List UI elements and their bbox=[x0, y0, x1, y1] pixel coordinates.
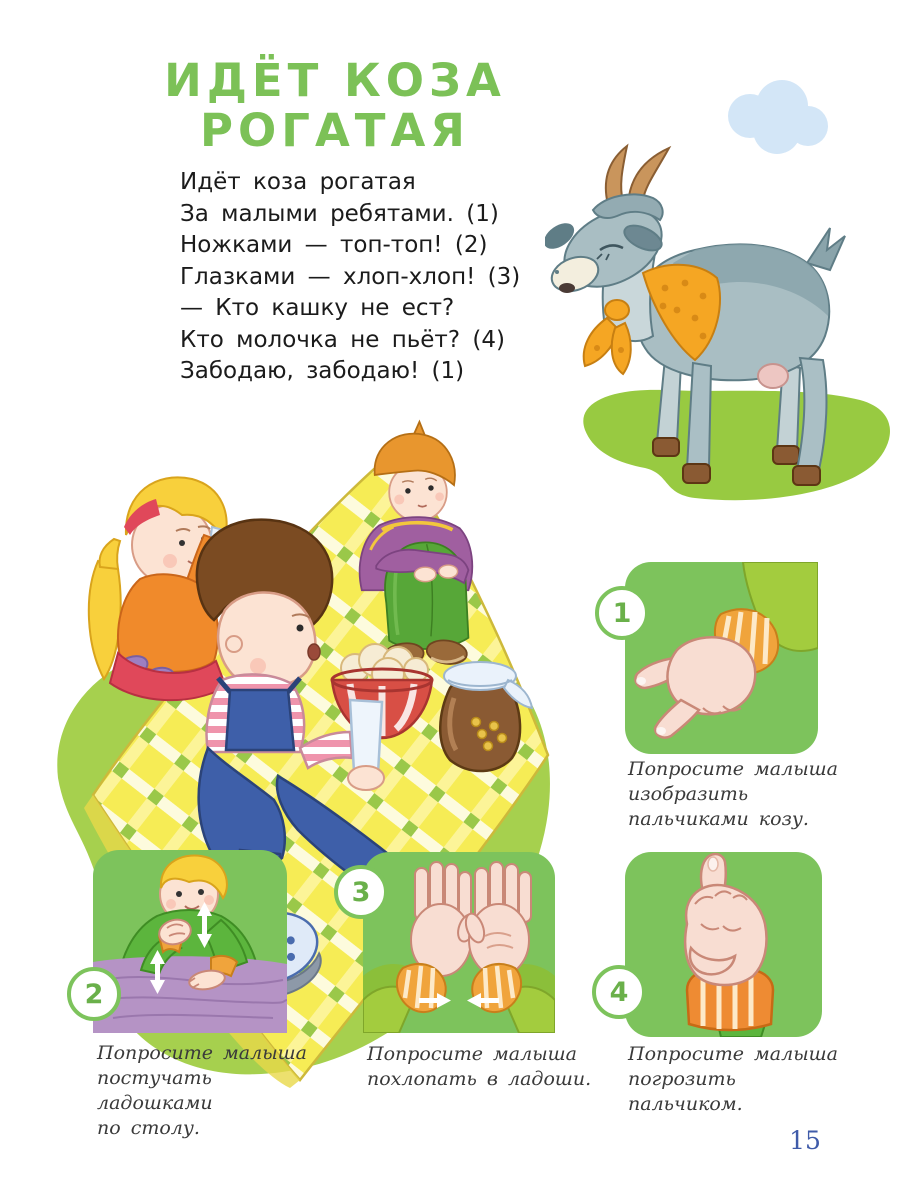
caption-line: Попросите малыша bbox=[628, 758, 839, 780]
poem-line: Глазками — хлоп-хлоп! (3) bbox=[180, 263, 521, 290]
step-number: 1 bbox=[612, 597, 632, 629]
step-caption-3 bbox=[367, 1042, 597, 1092]
page-title-line2: РОГАТАЯ bbox=[200, 104, 470, 157]
milk-glass bbox=[350, 700, 382, 774]
table-surface bbox=[93, 956, 287, 1033]
page-title-line1: ИДЁТ КОЗА bbox=[164, 54, 506, 107]
poem-line: Ножками — топ-топ! (2) bbox=[180, 232, 488, 258]
poem-line: Забодаю, забодаю! (1) bbox=[180, 358, 465, 384]
caption-line: постучать ладошками bbox=[97, 1067, 213, 1114]
page-title bbox=[135, 56, 535, 156]
step-badge-4 bbox=[592, 965, 646, 1019]
caption-line: изобразить bbox=[628, 783, 749, 805]
instruction-panel-4 bbox=[609, 852, 822, 1037]
step-caption-4 bbox=[628, 1042, 858, 1117]
caption-line: Попросите малыша bbox=[97, 1042, 308, 1064]
instruction-panel-1 bbox=[612, 562, 818, 754]
goat-fingers-gesture-icon bbox=[625, 562, 818, 754]
poem-line: Идёт коза рогатая bbox=[180, 169, 416, 195]
step-badge-1 bbox=[595, 586, 649, 640]
caption-line: похлопать в ладоши. bbox=[367, 1068, 592, 1090]
cloud-icon bbox=[728, 80, 828, 154]
clapping-hands-icon bbox=[363, 852, 555, 1033]
caption-line: Попросите малыша bbox=[367, 1043, 578, 1065]
step-caption-1 bbox=[628, 757, 858, 832]
instruction-panel-3 bbox=[351, 852, 555, 1033]
step-number: 4 bbox=[609, 976, 629, 1008]
poem bbox=[180, 167, 580, 388]
goat-illustration bbox=[545, 78, 900, 510]
poem-line: Кто молочка не пьёт? (4) bbox=[180, 326, 505, 353]
instruction-panel-2 bbox=[84, 850, 287, 1033]
palms-tapping-table-icon bbox=[93, 850, 287, 1033]
overalls-bib bbox=[226, 690, 294, 750]
step-number: 3 bbox=[351, 876, 371, 908]
step-caption-2 bbox=[97, 1041, 327, 1141]
wagging-finger-icon bbox=[625, 852, 822, 1037]
poem-line: За малыми ребятами. (1) bbox=[180, 200, 499, 227]
caption-line: по столу. bbox=[97, 1117, 200, 1139]
step-badge-2 bbox=[67, 967, 121, 1021]
poem-line: — Кто кашку не ест? bbox=[180, 295, 455, 321]
step-number: 2 bbox=[84, 978, 104, 1010]
step-badge-3 bbox=[334, 865, 388, 919]
caption-line: погрозить пальчиком. bbox=[628, 1068, 743, 1115]
page-number: 15 bbox=[789, 1126, 821, 1155]
grass-patch bbox=[583, 390, 890, 500]
caption-line: Попросите малыша bbox=[628, 1043, 839, 1065]
caption-line: пальчиками козу. bbox=[628, 808, 809, 830]
